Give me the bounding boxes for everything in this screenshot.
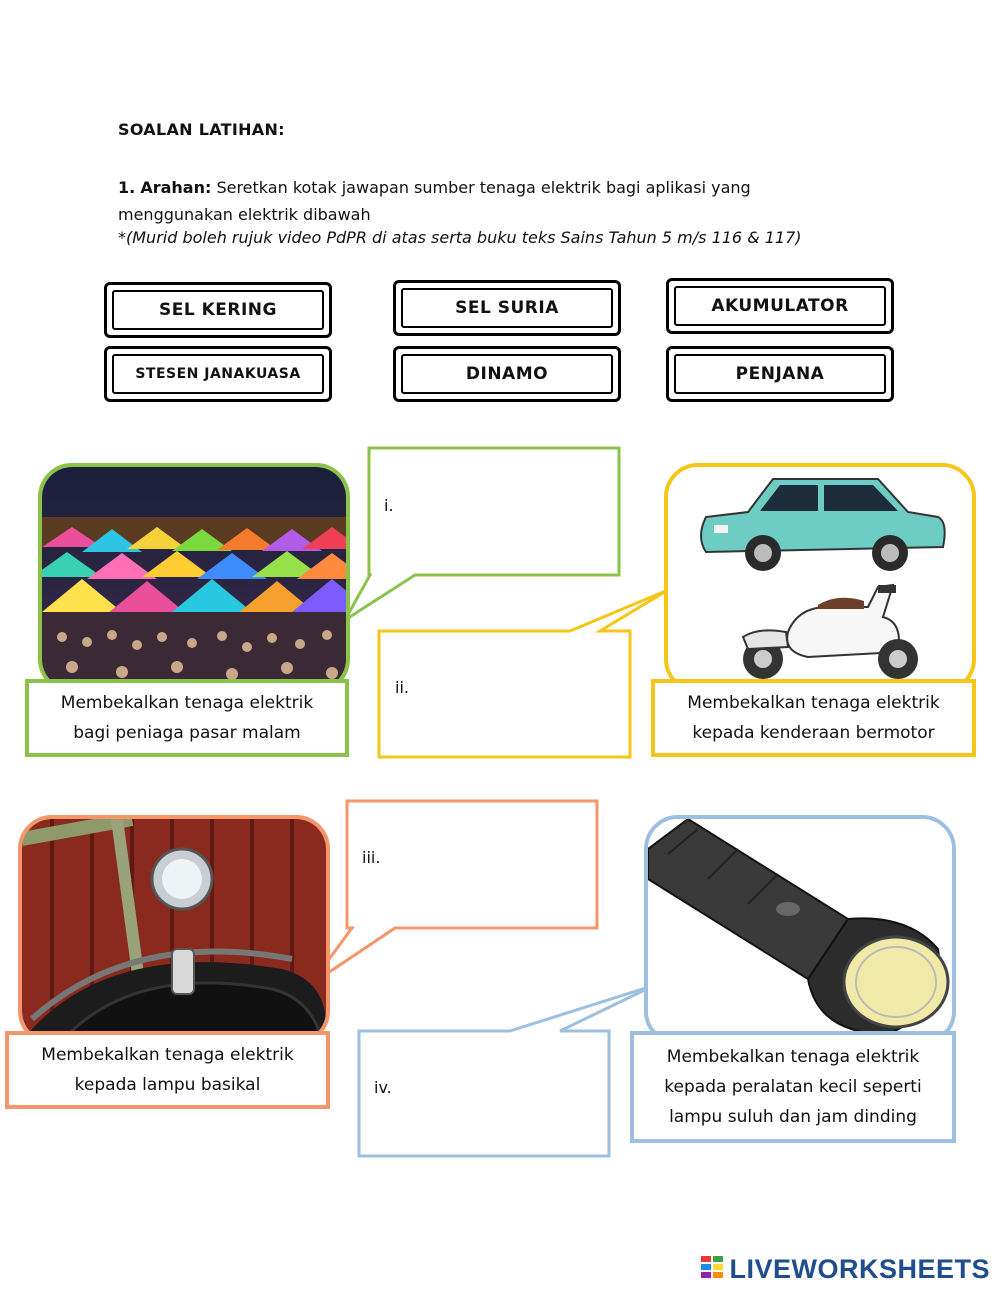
instruction-text-1: Seretkan kotak jawapan sumber tenaga elektrik bagi aplikasi yang [216,178,751,197]
flashlight-picture [648,819,952,1041]
worksheet-heading: SOALAN LATIHAN: [118,120,285,139]
instruction-text-2: menggunakan elektrik dibawah [118,205,371,224]
instruction-number: 1. [118,178,136,197]
drop-zone-ii [379,590,668,757]
drop-zone-iv [359,985,655,1156]
bubble-label-iv[interactable]: iv. [374,1078,392,1097]
answer-label[interactable]: DINAMO [401,354,613,394]
instruction-label: Arahan: [140,178,212,197]
liveworksheets-icon [701,1256,725,1284]
caption-line: Membekalkan tenaga elektrik [687,693,940,713]
flashlight-image [644,815,956,1045]
car-and-scooter-picture [668,467,972,689]
answer-label[interactable]: STESEN JANAKUASA [112,354,324,394]
bubble-label-iii[interactable]: iii. [362,848,381,867]
caption-bicycle [5,1031,330,1109]
bicycle-lamp-picture [22,819,326,1041]
reference-note: *(Murid boleh rujuk video PdPR di atas serta buku teks Sains Tahun 5 m/s 116 & 117) [118,228,802,247]
caption-line: Membekalkan tenaga elektrik [60,693,314,713]
drop-zone-i [345,448,619,620]
bubble-label-i[interactable]: i. [384,496,394,515]
answer-label[interactable]: SEL SURIA [401,288,613,328]
answer-label[interactable]: PENJANA [674,354,886,394]
caption-line: kepada lampu basikal [74,1075,261,1095]
caption-line: kepada peralatan kecil seperti [664,1077,922,1097]
caption-line: Membekalkan tenaga elektrik [41,1045,294,1065]
bubble-label-ii[interactable]: ii. [395,678,409,697]
caption-line: bagi peniaga pasar malam [73,723,301,743]
caption-flashlight [630,1031,956,1143]
caption-line: lampu suluh dan jam dinding [669,1107,917,1127]
caption-line: kepada kenderaan bermotor [692,723,935,743]
bicycle-image [18,815,330,1045]
drop-zone-iii [310,801,597,985]
caption-night-market [25,679,349,757]
vehicle-image [664,463,976,693]
caption-line: Membekalkan tenaga elektrik [666,1047,920,1067]
answer-label[interactable]: AKUMULATOR [674,286,886,326]
liveworksheets-logo [701,1254,990,1285]
caption-vehicles [651,679,976,757]
night-market-image [38,463,350,693]
brand-name: LIVEWORKSHEETS [729,1254,990,1284]
night-market-picture [42,467,346,689]
answer-label[interactable]: SEL KERING [112,290,324,330]
